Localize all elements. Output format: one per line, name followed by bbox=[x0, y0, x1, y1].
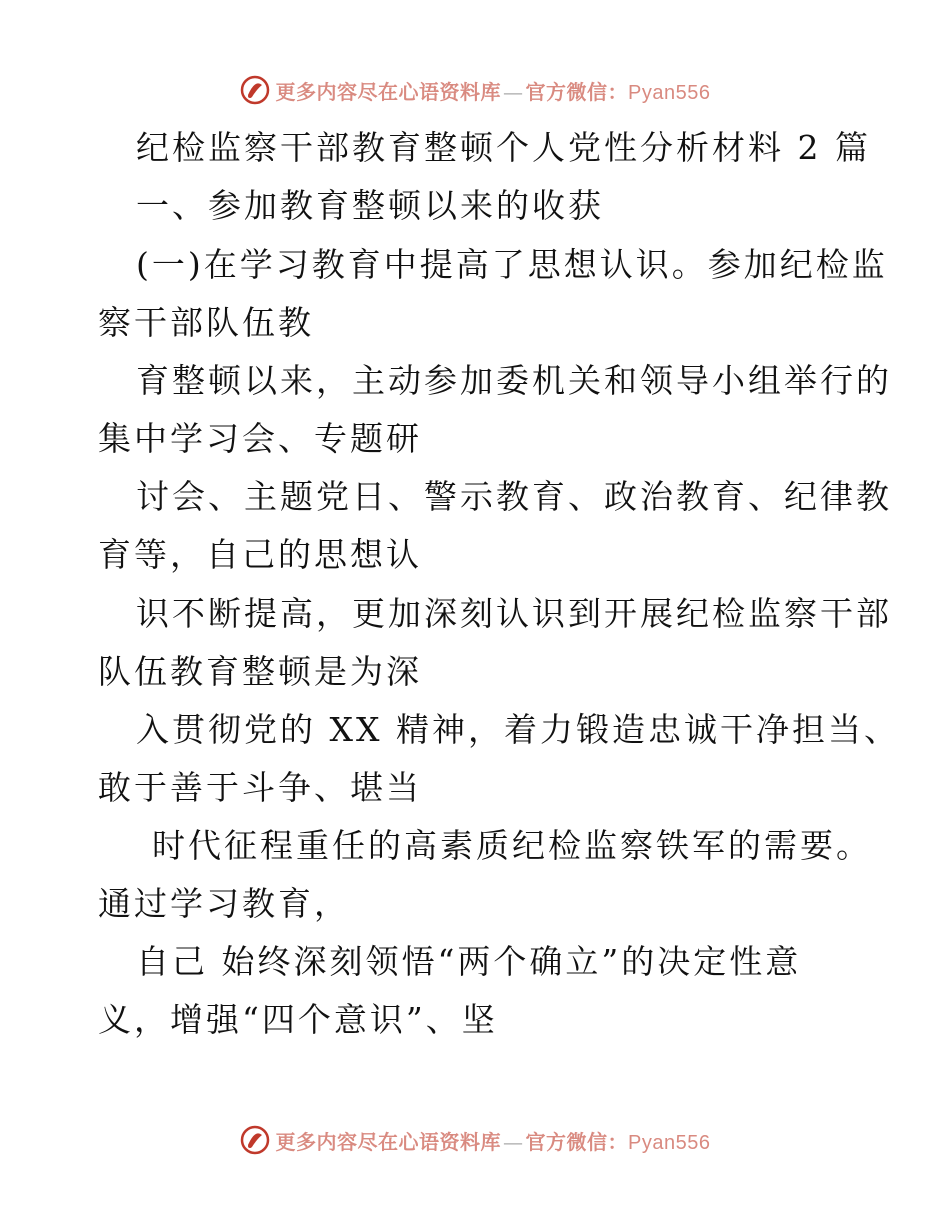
banner-promo-text: 更多内容尽在心语资料库 bbox=[275, 1129, 502, 1154]
paragraph-line: 通过学习教育， bbox=[98, 884, 350, 923]
paragraph-line: 敢于善于斗争、堪当 bbox=[98, 768, 422, 807]
logo-icon bbox=[240, 75, 270, 105]
logo-icon bbox=[240, 1125, 270, 1155]
footer-banner bbox=[0, 1120, 950, 1160]
banner-separator: — bbox=[503, 79, 524, 104]
banner-text bbox=[276, 76, 711, 105]
paragraph-line: 察干部队伍教 bbox=[98, 303, 314, 342]
paragraph-line: 讨会、主题党日、警示教育、政治教育、纪律教 bbox=[136, 477, 892, 516]
paragraph-line: 育整顿以来，主动参加委机关和领导小组举行的 bbox=[136, 361, 892, 400]
paragraph-line: 时代征程重任的高素质纪检监察铁军的需要。 bbox=[152, 826, 872, 865]
banner-wechat-label: 官方微信： bbox=[525, 1129, 629, 1154]
paragraph-line: 育等，自己的思想认 bbox=[98, 535, 422, 574]
section-heading: 一、参加教育整顿以来的收获 bbox=[136, 186, 604, 225]
banner-wechat-label: 官方微信： bbox=[525, 79, 629, 104]
banner-account: Pyan556 bbox=[628, 81, 711, 104]
banner-account: Pyan556 bbox=[628, 1131, 711, 1154]
banner-promo-text: 更多内容尽在心语资料库 bbox=[275, 79, 502, 104]
banner-separator: — bbox=[503, 1129, 524, 1154]
document-title: 纪检监察干部教育整顿个人党性分析材料 2 篇 bbox=[136, 128, 871, 167]
paragraph-line: 入贯彻党的 XX 精神，着力锻造忠诚干净担当、 bbox=[136, 710, 900, 749]
paragraph-line: 自己 始终深刻领悟“两个确立”的决定性意 bbox=[136, 942, 802, 981]
banner-text bbox=[276, 1126, 711, 1155]
paragraph-line: 队伍教育整顿是为深 bbox=[98, 652, 422, 691]
paragraph-line: 义，增强“四个意识”、坚 bbox=[98, 1000, 498, 1039]
paragraph-line: 集中学习会、专题研 bbox=[98, 419, 422, 458]
header-banner bbox=[0, 70, 950, 110]
paragraph-line: 识不断提高，更加深刻认识到开展纪检监察干部 bbox=[136, 594, 892, 633]
paragraph-line: (一)在学习教育中提高了思想认识。参加纪检监 bbox=[136, 245, 888, 284]
